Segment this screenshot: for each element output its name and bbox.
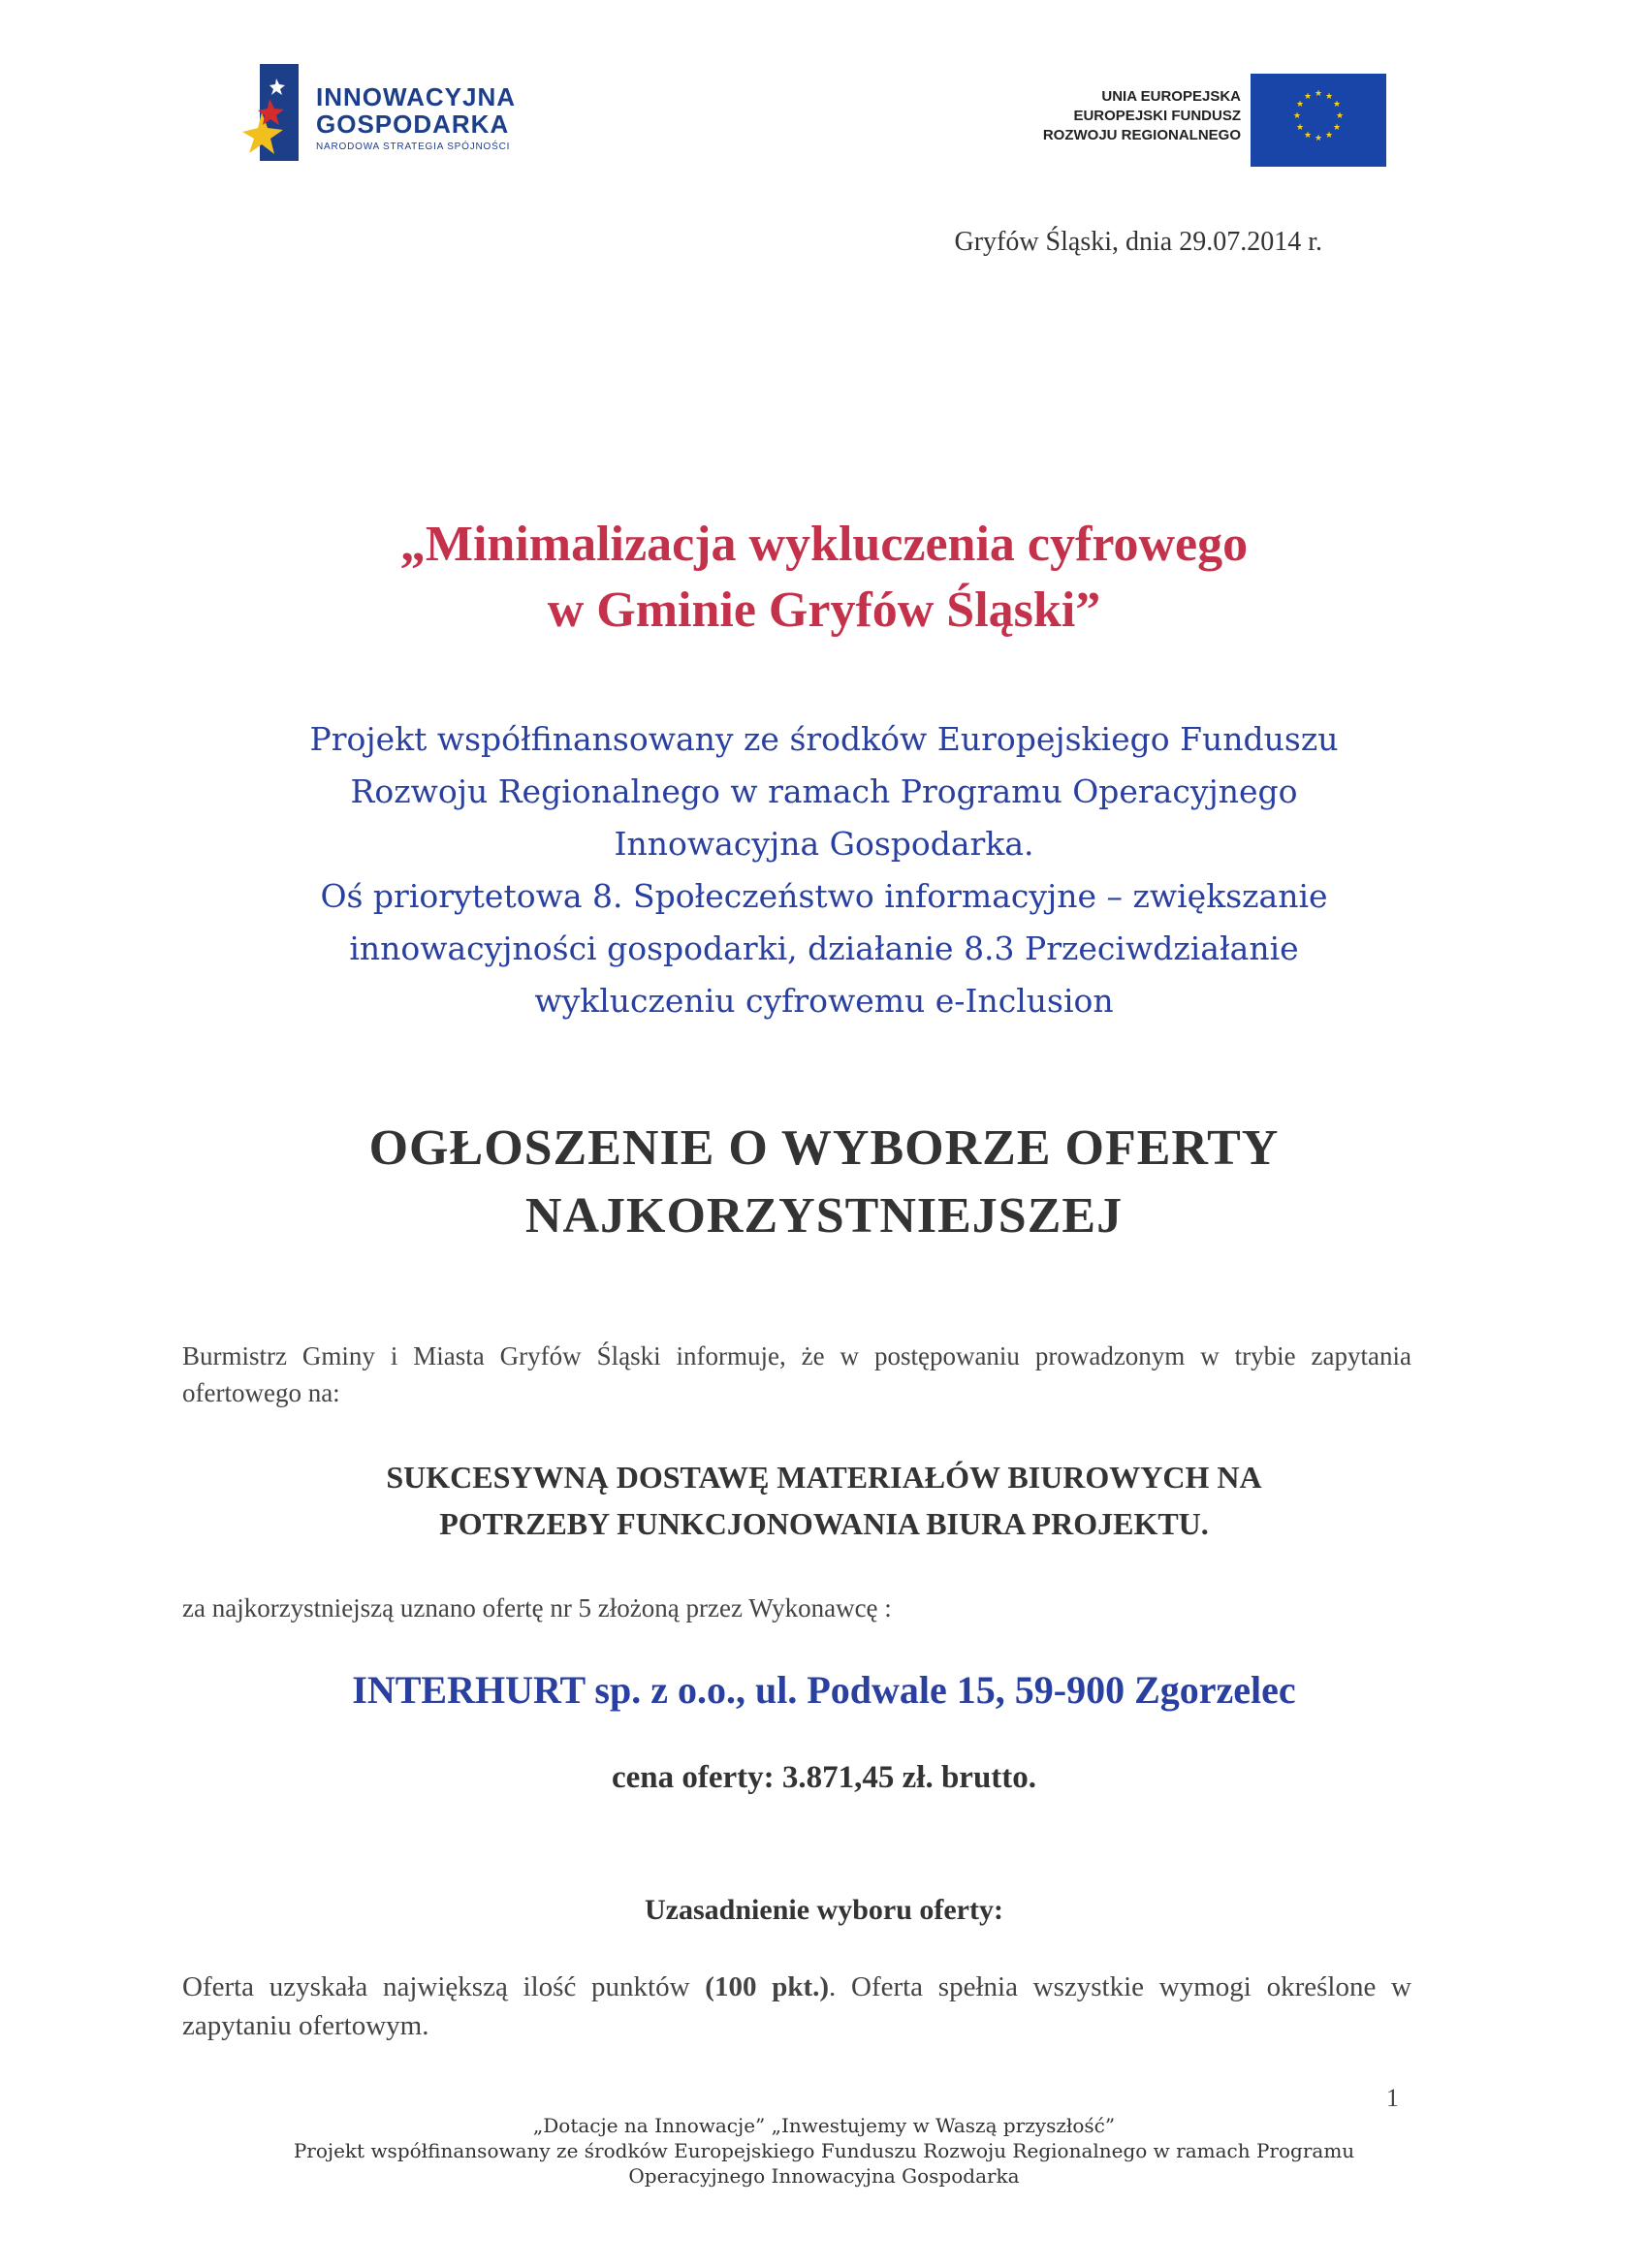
eu-logo xyxy=(998,74,1386,167)
eu-logo-text xyxy=(1043,87,1241,145)
funding-line1: Projekt współfinansowany ze środków Europejskiego Funduszu xyxy=(309,720,1339,758)
innowacyjna-gospodarka-logo xyxy=(240,64,570,161)
funding-line4: Oś priorytetowa 8. Społeczeństwo informacyjne – zwiększanie xyxy=(320,877,1328,915)
eu-logo-line3: ROZWOJU REGIONALNEGO xyxy=(1042,127,1241,143)
winning-contractor: INTERHURT sp. z o.o., ul. Podwale 15, 59-900 Zgorzelec xyxy=(352,1668,1296,1712)
funding-line5: innowacyjności gospodarki, działanie 8.3 Przeciwdziałanie xyxy=(349,929,1299,967)
svg-text:★: ★ xyxy=(1332,100,1342,110)
justification-heading: Uzasadnienie wyboru oferty: xyxy=(645,1894,1003,1926)
logo-line-innowacyjna: INNOWACYJNA xyxy=(316,82,517,111)
innowacyjna-gospodarka-wordmark xyxy=(316,83,516,152)
page-footer xyxy=(97,2113,1551,2189)
eu-logo-line1: UNIA EUROPEJSKA xyxy=(1101,88,1241,105)
funding-line3: Innowacyjna Gospodarka. xyxy=(614,825,1034,863)
svg-text:★: ★ xyxy=(1295,100,1305,110)
svg-text:★: ★ xyxy=(1303,131,1313,141)
offer-price: cena oferty: 3.871,45 zł. brutto. xyxy=(611,1760,1037,1795)
justification-text-before: Oferta uzyskała największą ilość punktów xyxy=(182,1971,706,2002)
footer-line2: Projekt współfinansowany ze środków Europejskiego Funduszu Rozwoju Regionalnego w ramach Programu xyxy=(293,2139,1355,2162)
svg-text:★: ★ xyxy=(1324,92,1334,102)
eu-flag-icon xyxy=(1251,74,1386,167)
funding-line6: wykluczeniu cyfrowemu e-Inclusion xyxy=(534,982,1114,1020)
announcement-line1: OGŁOSZENIE O WYBORZE OFERTY xyxy=(368,1120,1280,1176)
project-title-line2: w Gminie Gryfów Śląski” xyxy=(547,583,1101,638)
eu-logo-line2: EUROPEJSKI FUNDUSZ xyxy=(1073,108,1241,124)
svg-text:★: ★ xyxy=(1332,123,1342,133)
logo-line-strategia: NARODOWA STRATEGIA SPÓJNOŚCI xyxy=(316,142,511,152)
footer-line3: Operacyjnego Innowacyjna Gospodarka xyxy=(628,2164,1020,2188)
justification-points: (100 pkt.) xyxy=(705,1971,830,2002)
project-funding-description xyxy=(97,713,1551,1027)
project-title-line1: „Minimalizacja wykluczenia cyfrowego xyxy=(399,517,1249,572)
announcement-line2: NAJKORZYSTNIEJSZEJ xyxy=(524,1188,1124,1244)
intro-paragraph: Burmistrz Gminy i Miasta Gryfów Śląski informuje, że w postępowaniu prowadzonym w trybie zapytania ofertowego na: xyxy=(182,1341,1411,1407)
logo-line-gospodarka: GOSPODARKA xyxy=(316,110,510,139)
svg-text:★: ★ xyxy=(1314,89,1323,99)
svg-text:★: ★ xyxy=(1335,111,1345,121)
project-title xyxy=(97,512,1551,644)
subject-line1: SUKCESYWNĄ DOSTAWĘ MATERIAŁÓW BIUROWYCH NA xyxy=(386,1460,1262,1495)
svg-text:★: ★ xyxy=(1292,111,1302,121)
justification-paragraph xyxy=(182,1968,1411,2045)
chosen-offer-statement: za najkorzystniejszą uznano ofertę nr 5 złożoną przez Wykonawcę : xyxy=(182,1593,892,1622)
procurement-subject xyxy=(97,1454,1551,1547)
footer-line1: „Dotacje na Innowacje” „Inwestujemy w Waszą przyszłość” xyxy=(532,2114,1116,2137)
funding-line2: Rozwoju Regionalnego w ramach Programu Operacyjnego xyxy=(350,772,1298,810)
page-number: 1 xyxy=(1386,2084,1399,2112)
announcement-heading xyxy=(97,1115,1551,1250)
svg-text:★: ★ xyxy=(1303,92,1313,102)
document-date: Gryfów Śląski, dnia 29.07.2014 r. xyxy=(954,227,1322,257)
svg-text:★: ★ xyxy=(1295,123,1305,133)
svg-text:★: ★ xyxy=(1314,134,1323,143)
subject-line2: POTRZEBY FUNKCJONOWANIA BIURA PROJEKTU. xyxy=(439,1506,1209,1541)
innowacyjna-gospodarka-emblem-icon xyxy=(240,64,299,161)
svg-text:★: ★ xyxy=(1324,131,1334,141)
justification-text-after: . Oferta spełnia wszystkie wymogi określone w zapytaniu ofertowym. xyxy=(182,1971,1411,2041)
